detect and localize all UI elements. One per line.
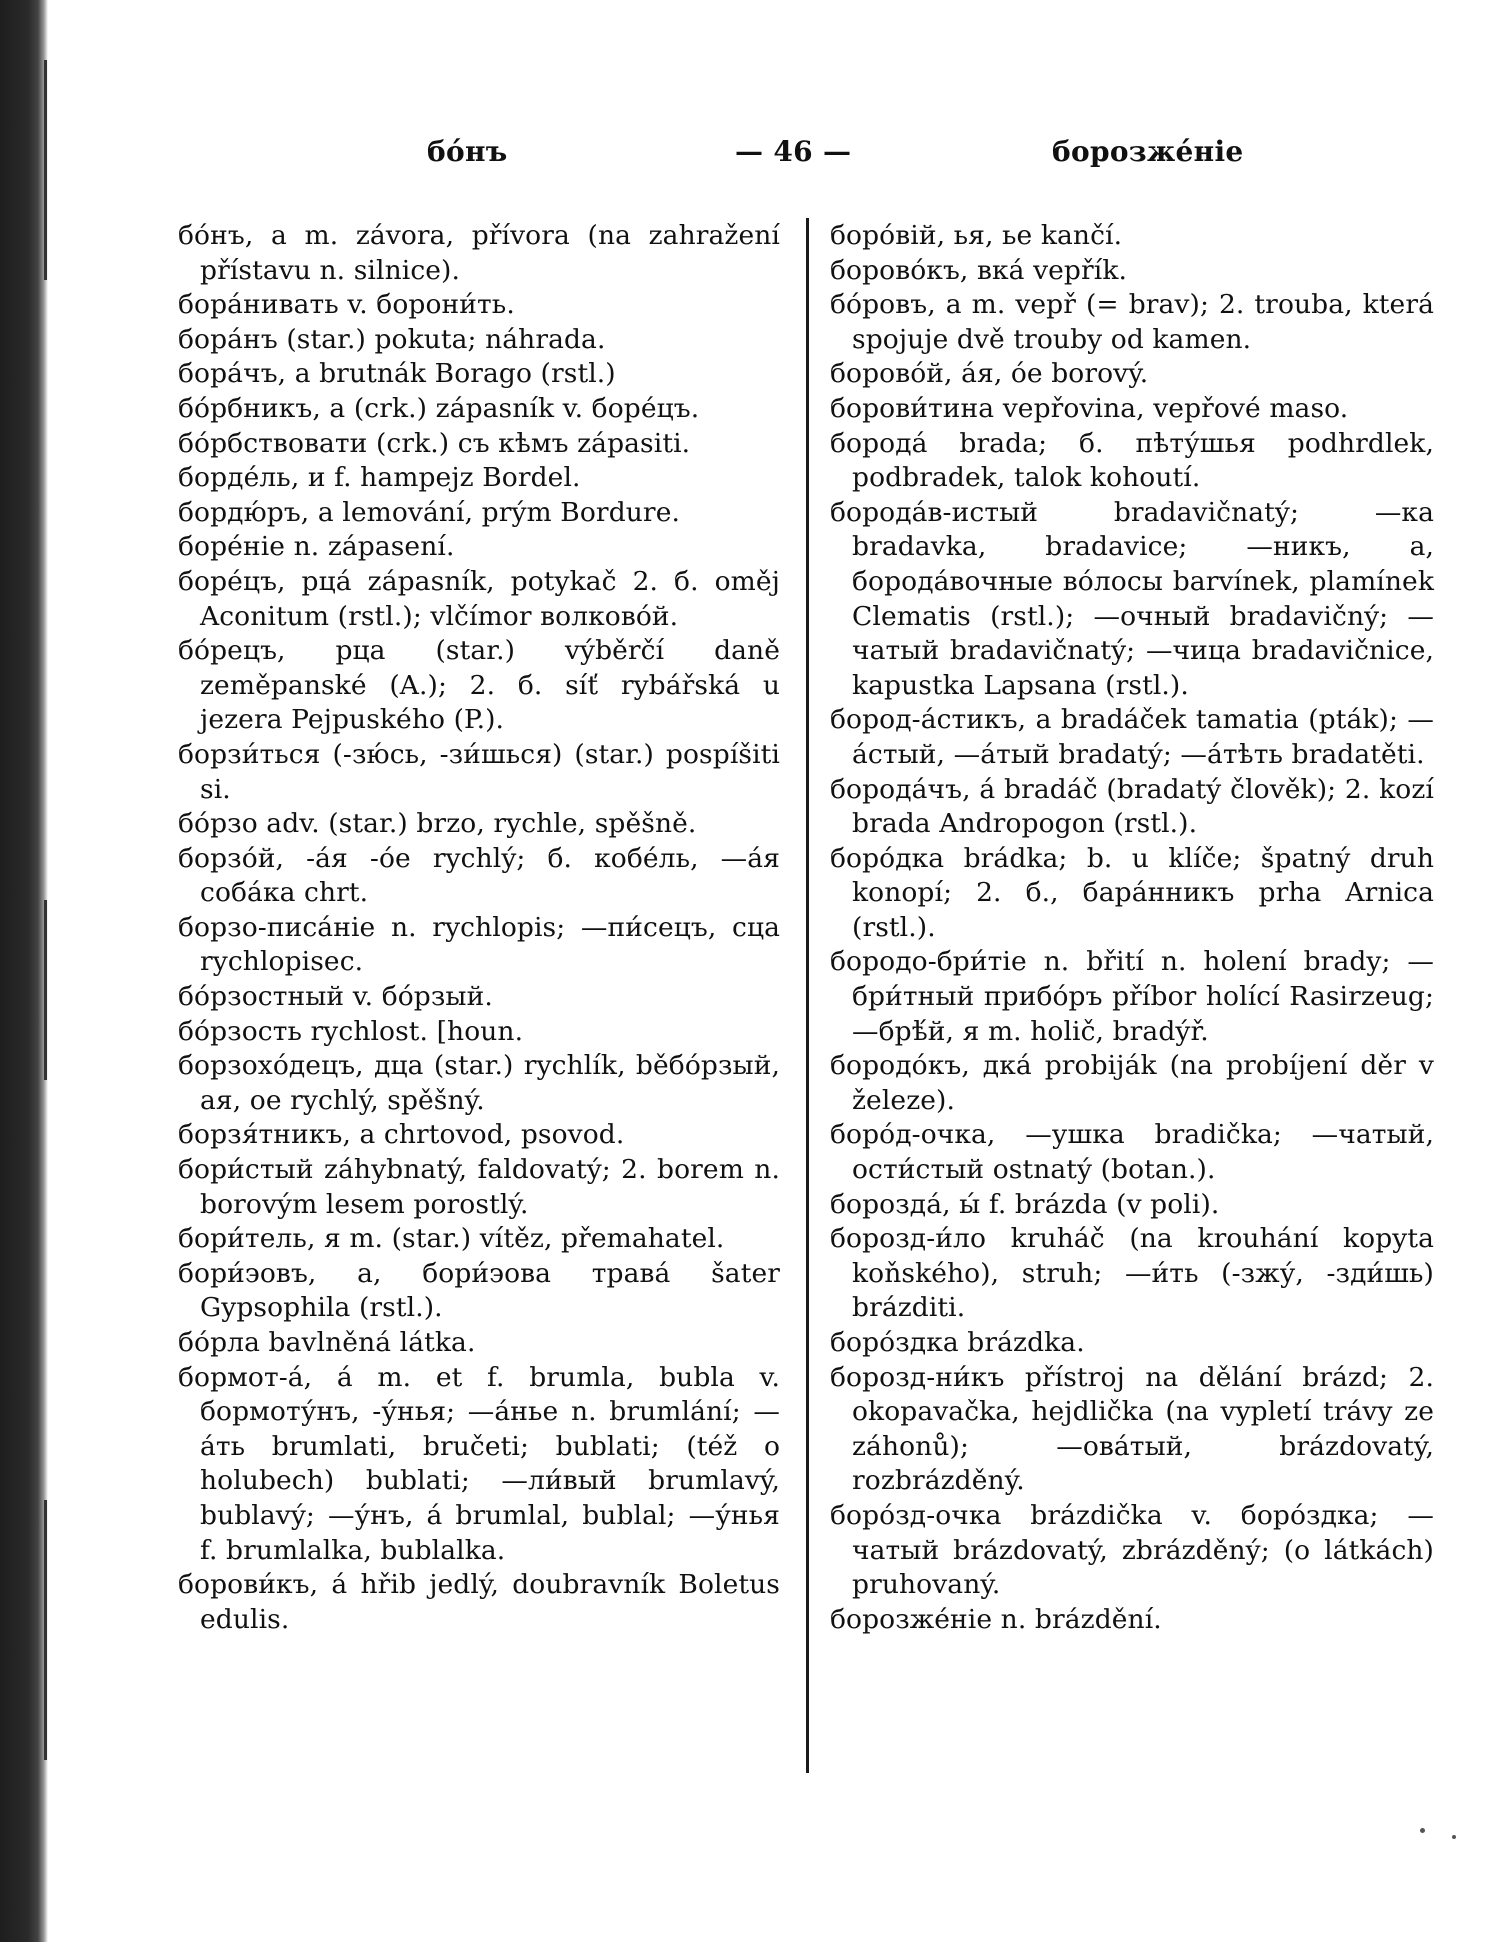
dictionary-entry: борзи́ться (-зю́сь, -зи́шься) (star.) pospíšiti si. [178,738,780,805]
header-left-guideword: бо́нъ [427,135,508,168]
dictionary-entry: бо́ровъ, а m. vepř (= brav); 2. trouba, která spojuje dvě trouby od kamen. [830,289,1434,355]
header-right-guideword: борозже́ніе [1052,135,1244,168]
dictionary-entry: борозд-и́ло kruháč (na krouhání kopyta koňského), struh; —и́ть (-зжу́, -зди́шь) brázditi. [830,1223,1434,1324]
dictionary-entry: борови́къ, а́ hřib jedlý, doubravník Boletus edulis. [178,1569,780,1635]
dictionary-entry: боре́ніе n. zápasení. [178,531,455,563]
column-divider [806,218,809,1773]
dictionary-entry: боро́дка brádka; b. u klíče; špatný druh konopí; 2. б., бара́нникъ prha Arnica (rstl.). [830,842,1434,943]
right-column [830,219,1434,1637]
dictionary-entry: бо́рецъ, рца (star.) výběrčí daně zeměpanské (A.); 2. б. síť rybářská u jezera Pejpuského (P.). [178,635,780,736]
dictionary-entry: борода́ brada; б. пѣту́шья podhrdlek, podbradek, talok kohoutí. [830,427,1434,494]
dictionary-entry: боро́вій, ья, ье kančí. [830,220,1123,251]
dictionary-entry: бо́рзостный v. бо́рзый. [178,981,493,1013]
dictionary-entry: борозда́, ы́ f. brázda (v poli). [830,1188,1220,1220]
dictionary-entry: борода́в-истый bradavičnatý; —ка bradavka, bradavice; —никъ, а, борода́вочные во́лосы barvínek, plamínek Clematis (rstl.); —очный bradavičný; —чатый bradavičnatý; —чица bradavičnice, kapustka Lapsana (rstl.). [830,496,1434,701]
book-binding-edge [0,0,48,1942]
dictionary-entry: боровóкъ, вка́ vepřík. [830,254,1128,286]
dictionary-entry: борде́ль, и f. hampejz Bordel. [178,462,581,494]
left-column [178,219,780,1637]
dictionary-entry: борозже́ніе n. brázdění. [830,1603,1162,1635]
dictionary-entry: бо́рбникъ, а (crk.) zápasník v. боре́цъ. [178,392,700,424]
page-number: — 46 — [735,135,852,168]
dictionary-entry: бори́тель, я m. (star.) vítěz, přemahatel. [178,1223,725,1255]
dictionary-entry: бора́нивать v. борони́ть. [178,289,515,321]
dictionary-entry: бори́стый záhybnatý, faldovatý; 2. borem n. borovým lesem porostlý. [178,1154,780,1220]
dictionary-entry: борзо-писа́ніе n. rychlopis; —пи́сецъ, сца rychlopisec. [178,911,780,978]
dictionary-entry: бора́чъ, а brutnák Borago (rstl.) [178,358,616,390]
dictionary-entry: боро́д-очка, —ушка bradička; —чатый, ости́стый ostnatý (botan.). [830,1119,1434,1186]
dictionary-entry: боре́цъ, рца́ zápasník, potykač 2. б. oměj Aconitum (rstl.); vlčímor волково́й. [178,565,780,632]
binding-mark [44,1500,47,1760]
dictionary-entry: борово́й, а́я, о́е borový. [830,358,1149,390]
dictionary-entry: бородо-бри́тіе n. břití n. holení brady; —бри́тный прибо́ръ příbor holící Rasirzeug; —брѣ́й, я m. holič, bradýř. [830,946,1434,1047]
dictionary-entry: бо́рзо adv. (star.) brzo, rychle, spěšně. [178,808,697,840]
dictionary-entry: бормот-а́, а́ m. et f. brumla, bubla v. бормоту́нъ, -у́нья; —а́нье n. brumlání; —а́ть brumlati, bručeti; bublati; (též o holubech) bublati; —ли́вый brumlavý, bublavý; —у́нъ, а́ brumlal, bublal; —у́нья f. brumlalka, bublalka. [178,1361,780,1566]
binding-mark [44,900,47,1080]
dictionary-entry: борзо́й, -а́я -о́е rychlý; б. кобе́ль, —а́я соба́ка chrt. [178,842,780,909]
dictionary-entry: бо́рбствовати (crk.) съ кѣмъ zápasiti. [178,427,691,459]
dictionary-entry: бо́рзость rychlost. [houn. [178,1015,524,1047]
dictionary-entry: боро́зд-очка brázdička v. боро́здка; —чатый brázdovatý, zbrázděný; (o látkách) pruhovaný. [830,1499,1434,1601]
dictionary-entry: бо́нъ, а m. závora, přívora (na zahražení přístavu n. silnice). [178,220,780,286]
paper-speck [1420,1828,1425,1833]
dictionary-entry: бород-а́стикъ, а bradáček tamatia (pták); —а́стый, —а́тый bradatý; —а́тѣть bradatěti. [830,704,1434,770]
dictionary-entry: бора́нъ (star.) pokuta; náhrada. [178,323,606,355]
dictionary-entry: борзя́тникъ, а chrtovod, psovod. [178,1119,625,1151]
binding-mark [44,60,47,280]
paper-speck [1452,1835,1456,1839]
dictionary-entry: боро́здка brázdka. [830,1327,1085,1358]
dictionary-entry: бо́рла bavlněná látka. [178,1327,476,1358]
dictionary-entry: бори́эовъ, а, бори́эова трава́ šater Gypsophila (rstl.). [178,1257,780,1324]
dictionary-entry: бордю́ръ, а lemování, prým Bordure. [178,496,681,528]
dictionary-entry: бородо́къ, дка́ probiják (na probíjení děr v železe). [830,1050,1434,1116]
dictionary-entry: борзохо́децъ, дца (star.) rychlík, běбо́рзый, ая, ое rychlý, spěšný. [178,1050,780,1116]
dictionary-entry: борови́тина vepřovina, vepřové maso. [830,392,1349,424]
dictionary-entry: борозд-ни́къ přístroj na dělání brázd; 2. okopavačka, hejdlička (na vypletí trávy ze záhonů); —ова́тый, brázdovatý, rozbrázděný. [830,1361,1434,1497]
dictionary-entry: борода́чъ, а́ bradáč (bradatý člověk); 2. kozí brada Andropogon (rstl.). [830,773,1434,840]
